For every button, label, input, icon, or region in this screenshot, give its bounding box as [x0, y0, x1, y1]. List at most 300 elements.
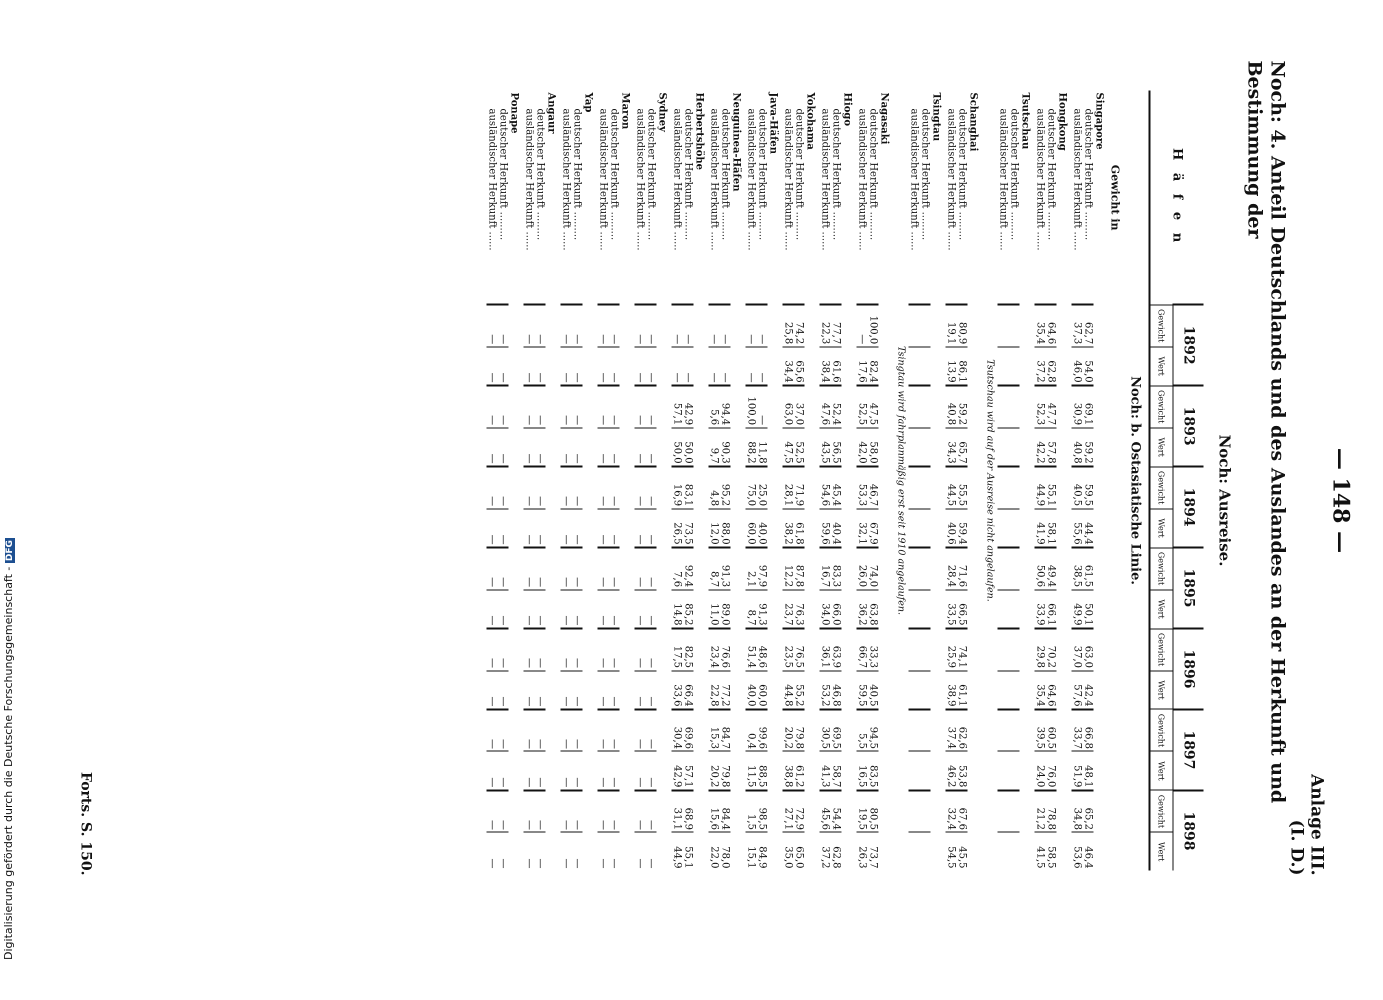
value-cell: 34,8	[1071, 790, 1082, 832]
value-cell: 91,3	[756, 589, 767, 628]
origin-label: deutscher Herkunft .........	[682, 108, 693, 240]
value-cell	[997, 427, 1008, 466]
value-cell: 36,2	[856, 589, 867, 628]
value-cell: —	[634, 346, 645, 385]
value-cell: —	[645, 832, 656, 870]
value-cell	[908, 628, 919, 670]
value-cell: 32,4	[945, 790, 956, 832]
value-cell: 66,0	[830, 589, 841, 628]
value-cell: 40,4	[830, 508, 841, 547]
value-cell: 47,7	[1045, 385, 1056, 427]
value-cell: 37,0	[793, 385, 804, 427]
value-cell: 98,5	[756, 790, 767, 832]
table-header	[1149, 90, 1203, 870]
value-cell: 66,4	[682, 670, 693, 709]
origin-label: deutscher Herkunft .........	[1045, 108, 1056, 240]
value-cell	[997, 466, 1008, 508]
value-cell: —	[560, 751, 571, 790]
value-cell	[997, 790, 1008, 832]
value-cell: —	[523, 790, 534, 832]
value-cell	[908, 385, 919, 427]
value-cell: —	[571, 427, 582, 466]
note-tsingtau: Tsingtau wird fahrplanmäßig erst seit 1910 angelaufen.	[895, 345, 906, 615]
value-cell: 100,0	[867, 304, 878, 346]
origin-label: ausländischer Herkunft ......	[671, 108, 682, 251]
value-cell: 60,0	[756, 670, 767, 709]
table-row	[756, 90, 767, 870]
table-row	[745, 90, 756, 870]
value-cell: 66,8	[1082, 709, 1093, 751]
value-cell	[908, 589, 919, 628]
value-cell: 67,6	[956, 790, 967, 832]
value-cell: 65,0	[793, 832, 804, 870]
value-cell: 34,4	[782, 346, 793, 385]
value-cell	[1008, 427, 1019, 466]
value-cell	[997, 628, 1008, 670]
gewicht-in-label: Gewicht in	[1108, 164, 1121, 231]
value-cell: —	[560, 790, 571, 832]
table-body	[486, 90, 1149, 870]
origin-label: ausländischer Herkunft ......	[945, 108, 956, 251]
table-row	[867, 90, 878, 870]
value-cell: —	[497, 589, 508, 628]
value-cell: —	[597, 427, 608, 466]
gewicht-header: Gewicht	[1149, 385, 1173, 427]
value-cell: —	[571, 832, 582, 870]
value-cell: 86,1	[956, 346, 967, 385]
value-cell: 40,8	[945, 385, 956, 427]
value-cell: 7,6	[671, 547, 682, 589]
value-cell: 50,6	[1034, 547, 1045, 589]
value-cell: 43,5	[819, 427, 830, 466]
page-number: — 148 —	[1327, 447, 1353, 553]
value-cell: 55,1	[1045, 466, 1056, 508]
value-cell: 5,5	[856, 709, 867, 751]
table-row	[819, 90, 830, 870]
gewicht-header: Gewicht	[1149, 466, 1173, 508]
value-cell: 59,5	[1082, 466, 1093, 508]
value-cell: 46,2	[945, 751, 956, 790]
value-cell: —	[486, 346, 497, 385]
value-cell	[919, 466, 930, 508]
value-cell: 92,4	[682, 547, 693, 589]
value-cell: —	[523, 628, 534, 670]
value-cell: 47,6	[819, 385, 830, 427]
value-cell: —	[597, 670, 608, 709]
value-cell: 53,6	[1071, 832, 1082, 870]
value-cell	[1008, 508, 1019, 547]
value-cell: 23,5	[782, 628, 793, 670]
value-cell: —	[597, 832, 608, 870]
value-cell: 57,1	[682, 751, 693, 790]
value-cell: —	[560, 547, 571, 589]
value-cell	[1008, 751, 1019, 790]
value-cell: 83,5	[867, 751, 878, 790]
appendix-title: Anlage III.	[1306, 773, 1326, 875]
value-cell: —	[682, 304, 693, 346]
value-cell: —	[523, 709, 534, 751]
page-title: Noch: 4. Anteil Deutschlands und des Auslandes an der Herkunft und Bestimmung der	[1243, 60, 1288, 803]
port-name: Singapore	[1093, 92, 1104, 150]
value-cell: 37,4	[945, 709, 956, 751]
origin-label: deutscher Herkunft .........	[534, 108, 545, 240]
value-cell: 61,6	[830, 346, 841, 385]
value-cell: —	[534, 427, 545, 466]
value-cell: —	[523, 547, 534, 589]
value-cell: —	[560, 832, 571, 870]
value-cell: —	[571, 466, 582, 508]
value-cell: 78,0	[719, 832, 730, 870]
port-name-row	[930, 90, 945, 870]
value-cell: —	[645, 670, 656, 709]
value-cell: —	[571, 304, 582, 346]
value-cell: 63,0	[782, 385, 793, 427]
value-cell: 59,5	[856, 670, 867, 709]
value-cell: 66,7	[856, 628, 867, 670]
value-cell: —	[534, 304, 545, 346]
value-cell: —	[497, 508, 508, 547]
origin-label: ausländischer Herkunft ......	[634, 108, 645, 251]
wert-header: Wert	[1149, 751, 1173, 790]
port-name: Nagasaki	[878, 92, 889, 144]
value-cell: 54,5	[945, 832, 956, 870]
table-row	[919, 90, 930, 870]
value-cell	[908, 427, 919, 466]
value-cell	[908, 304, 919, 346]
table-row	[908, 90, 919, 870]
value-cell	[1008, 790, 1019, 832]
wert-header: Wert	[1149, 589, 1173, 628]
value-cell: 26,3	[856, 832, 867, 870]
value-cell: 35,0	[782, 832, 793, 870]
value-cell: 50,0	[682, 427, 693, 466]
section-title: Noch: b. Ostasiatische Linie.	[1127, 375, 1142, 585]
value-cell: 68,9	[682, 790, 693, 832]
year-header: 1895	[1173, 547, 1204, 628]
value-cell: —	[534, 589, 545, 628]
value-cell	[919, 751, 930, 790]
year-header-row	[1173, 90, 1204, 870]
table-row	[793, 90, 804, 870]
port-name-row	[693, 90, 708, 870]
table-row	[1008, 90, 1019, 870]
value-cell: 37,0	[1071, 628, 1082, 670]
value-cell: 83,3	[830, 547, 841, 589]
origin-label: deutscher Herkunft .........	[608, 108, 619, 240]
digitization-text: Digitalisierung gefördert durch die Deutsche Forschungsgemeinschaft -	[2, 566, 15, 960]
value-cell: —	[497, 628, 508, 670]
value-cell: 46,7	[867, 466, 878, 508]
value-cell: —	[645, 709, 656, 751]
value-cell	[997, 709, 1008, 751]
year-header: 1893	[1173, 385, 1204, 466]
value-cell: 35,4	[1034, 670, 1045, 709]
value-cell: —	[597, 709, 608, 751]
value-cell: 47,5	[782, 427, 793, 466]
value-cell: 100,0	[745, 385, 756, 427]
value-cell: —	[523, 751, 534, 790]
value-cell: —	[560, 508, 571, 547]
value-cell: —	[571, 709, 582, 751]
value-cell: 46,0	[1071, 346, 1082, 385]
year-header: 1896	[1173, 628, 1204, 709]
value-cell: —	[708, 304, 719, 346]
value-cell: —	[756, 304, 767, 346]
value-cell: 42,2	[1034, 427, 1045, 466]
value-cell: —	[634, 790, 645, 832]
origin-label: ausländischer Herkunft ......	[486, 108, 497, 251]
value-cell	[997, 547, 1008, 589]
table-row	[830, 90, 841, 870]
port-name: Yap	[582, 92, 593, 112]
value-cell: 35,4	[1034, 304, 1045, 346]
value-cell: 47,5	[867, 385, 878, 427]
value-cell: 76,3	[793, 589, 804, 628]
value-cell: —	[560, 346, 571, 385]
value-cell	[919, 547, 930, 589]
gewicht-header: Gewicht	[1149, 547, 1173, 589]
value-cell: —	[571, 790, 582, 832]
value-cell: 33,9	[1034, 589, 1045, 628]
value-cell: 61,5	[1082, 547, 1093, 589]
port-name: Hiogo	[841, 92, 852, 126]
value-cell: 38,5	[1071, 547, 1082, 589]
value-cell: —	[534, 670, 545, 709]
value-cell: —	[560, 304, 571, 346]
value-cell: 52,5	[856, 385, 867, 427]
value-cell: 39,5	[1034, 709, 1045, 751]
value-cell: 62,8	[1045, 346, 1056, 385]
value-cell: 97,9	[756, 547, 767, 589]
value-cell: 8,7	[745, 589, 756, 628]
value-cell: 19,5	[856, 790, 867, 832]
value-cell	[908, 466, 919, 508]
value-cell: —	[523, 589, 534, 628]
origin-label: ausländischer Herkunft ......	[745, 108, 756, 251]
value-cell: 67,9	[867, 508, 878, 547]
value-cell: 40,6	[945, 508, 956, 547]
value-cell: 74,0	[867, 547, 878, 589]
wert-header: Wert	[1149, 346, 1173, 385]
value-cell: —	[597, 508, 608, 547]
origin-label: deutscher Herkunft .........	[867, 108, 878, 240]
value-cell: —	[645, 346, 656, 385]
value-cell: —	[634, 628, 645, 670]
value-cell	[919, 709, 930, 751]
port-name-row	[1019, 90, 1034, 870]
value-cell: 44,9	[671, 832, 682, 870]
value-cell: —	[645, 508, 656, 547]
value-cell: —	[634, 508, 645, 547]
value-cell: 25,0	[756, 466, 767, 508]
value-cell: —	[523, 508, 534, 547]
value-cell: —	[560, 385, 571, 427]
value-cell: 11,0	[708, 589, 719, 628]
value-cell: 66,1	[1045, 589, 1056, 628]
value-cell: —	[645, 628, 656, 670]
value-cell: 23,4	[708, 628, 719, 670]
value-cell: 73,7	[867, 832, 878, 870]
value-cell: 74,1	[956, 628, 967, 670]
value-cell: 1,5	[745, 790, 756, 832]
value-cell: 72,9	[793, 790, 804, 832]
value-cell: —	[608, 346, 619, 385]
value-cell: 0,4	[745, 709, 756, 751]
table-row	[497, 90, 508, 870]
value-cell: —	[597, 466, 608, 508]
value-cell: —	[634, 589, 645, 628]
value-cell: —	[608, 790, 619, 832]
value-cell: 44,8	[782, 670, 793, 709]
value-cell: 26,5	[671, 508, 682, 547]
value-cell: —	[497, 466, 508, 508]
value-cell: 60,5	[1045, 709, 1056, 751]
value-cell: —	[645, 547, 656, 589]
value-cell: 90,3	[719, 427, 730, 466]
table-row	[523, 90, 534, 870]
origin-label: ausländischer Herkunft ......	[782, 108, 793, 251]
value-cell: 32,1	[856, 508, 867, 547]
value-cell: —	[534, 790, 545, 832]
value-cell: 16,7	[819, 547, 830, 589]
value-cell: 46,4	[1082, 832, 1093, 870]
value-cell: 45,5	[956, 832, 967, 870]
value-cell: —	[634, 751, 645, 790]
port-name-row	[967, 90, 982, 870]
value-cell	[919, 628, 930, 670]
value-cell	[908, 709, 919, 751]
value-cell: 44,5	[945, 466, 956, 508]
value-cell: —	[634, 709, 645, 751]
value-cell: 57,1	[671, 385, 682, 427]
port-name-row	[841, 90, 856, 870]
value-cell: —	[608, 832, 619, 870]
value-cell: 5,6	[708, 385, 719, 427]
value-cell: —	[486, 508, 497, 547]
port-name: Java-Häfen	[767, 92, 778, 154]
value-cell: 63,8	[867, 589, 878, 628]
value-cell	[919, 304, 930, 346]
value-cell: —	[671, 346, 682, 385]
value-cell: 50,0	[671, 427, 682, 466]
wert-header: Wert	[1149, 670, 1173, 709]
port-name: Tsingtau	[930, 92, 941, 141]
origin-label: deutscher Herkunft .........	[645, 108, 656, 240]
origin-label: deutscher Herkunft .........	[497, 108, 508, 240]
wert-header: Wert	[1149, 427, 1173, 466]
value-cell: 61,2	[793, 751, 804, 790]
value-cell: 71,9	[793, 466, 804, 508]
value-cell: 77,2	[719, 670, 730, 709]
value-cell: —	[597, 547, 608, 589]
value-cell: 34,0	[819, 589, 830, 628]
gewicht-in-row	[1108, 90, 1121, 870]
value-cell: —	[634, 304, 645, 346]
value-cell: 57,6	[1071, 670, 1082, 709]
value-cell: 62,6	[956, 709, 967, 751]
value-cell: —	[856, 304, 867, 346]
value-cell: —	[560, 427, 571, 466]
value-cell: —	[497, 790, 508, 832]
value-cell: —	[571, 628, 582, 670]
table-row	[708, 90, 719, 870]
port-name: Angaur	[545, 92, 556, 134]
value-cell: —	[597, 346, 608, 385]
origin-label: ausländischer Herkunft ......	[708, 108, 719, 251]
origin-label: ausländischer Herkunft ......	[856, 108, 867, 251]
value-cell	[919, 832, 930, 870]
value-cell: 56,5	[830, 427, 841, 466]
value-cell: 22,8	[708, 670, 719, 709]
value-cell	[908, 547, 919, 589]
value-cell: 40,0	[756, 508, 767, 547]
value-cell: —	[597, 790, 608, 832]
value-cell: 53,3	[856, 466, 867, 508]
value-cell: 58,1	[1045, 508, 1056, 547]
value-cell: 15,3	[708, 709, 719, 751]
value-cell: 69,5	[830, 709, 841, 751]
value-cell: 94,5	[867, 709, 878, 751]
table-row	[534, 90, 545, 870]
value-cell: 54,4	[830, 790, 841, 832]
value-cell: 33,7	[1071, 709, 1082, 751]
value-cell: 33,6	[671, 670, 682, 709]
value-cell: 8,7	[708, 547, 719, 589]
value-cell: —	[486, 790, 497, 832]
value-cell: 94,4	[719, 385, 730, 427]
table-row	[608, 90, 619, 870]
value-cell: 84,9	[756, 832, 767, 870]
port-name-row	[545, 90, 560, 870]
value-cell: 45,6	[819, 790, 830, 832]
value-cell: —	[571, 547, 582, 589]
value-cell: 88,0	[719, 508, 730, 547]
value-cell: 64,6	[1045, 304, 1056, 346]
value-cell: 76,6	[719, 628, 730, 670]
value-cell: 16,9	[671, 466, 682, 508]
value-cell: 9,7	[708, 427, 719, 466]
value-cell: 48,6	[756, 628, 767, 670]
value-cell	[997, 304, 1008, 346]
value-cell: 50,1	[1082, 589, 1093, 628]
value-cell: —	[608, 304, 619, 346]
value-cell: 33,3	[867, 628, 878, 670]
value-cell: 53,2	[819, 670, 830, 709]
value-cell: —	[534, 709, 545, 751]
value-cell: —	[571, 751, 582, 790]
value-cell: 48,1	[1082, 751, 1093, 790]
value-cell: 20,2	[708, 751, 719, 790]
value-cell	[908, 751, 919, 790]
value-cell	[997, 670, 1008, 709]
value-cell: 2,1	[745, 547, 756, 589]
value-cell: 79,8	[719, 751, 730, 790]
port-name: Schanghai	[967, 92, 978, 151]
value-cell: —	[486, 832, 497, 870]
wert-header: Wert	[1149, 508, 1173, 547]
gewicht-header: Gewicht	[1149, 790, 1173, 832]
value-cell: 53,8	[956, 751, 967, 790]
port-name: Tsutschau	[1019, 92, 1030, 149]
value-cell	[919, 670, 930, 709]
value-cell: —	[497, 709, 508, 751]
value-cell: 13,9	[945, 346, 956, 385]
value-cell: 31,1	[671, 790, 682, 832]
dfg-logo-icon: DFG	[5, 540, 15, 562]
value-cell: —	[597, 589, 608, 628]
value-cell: 40,5	[1071, 466, 1082, 508]
value-cell: 59,2	[1082, 427, 1093, 466]
